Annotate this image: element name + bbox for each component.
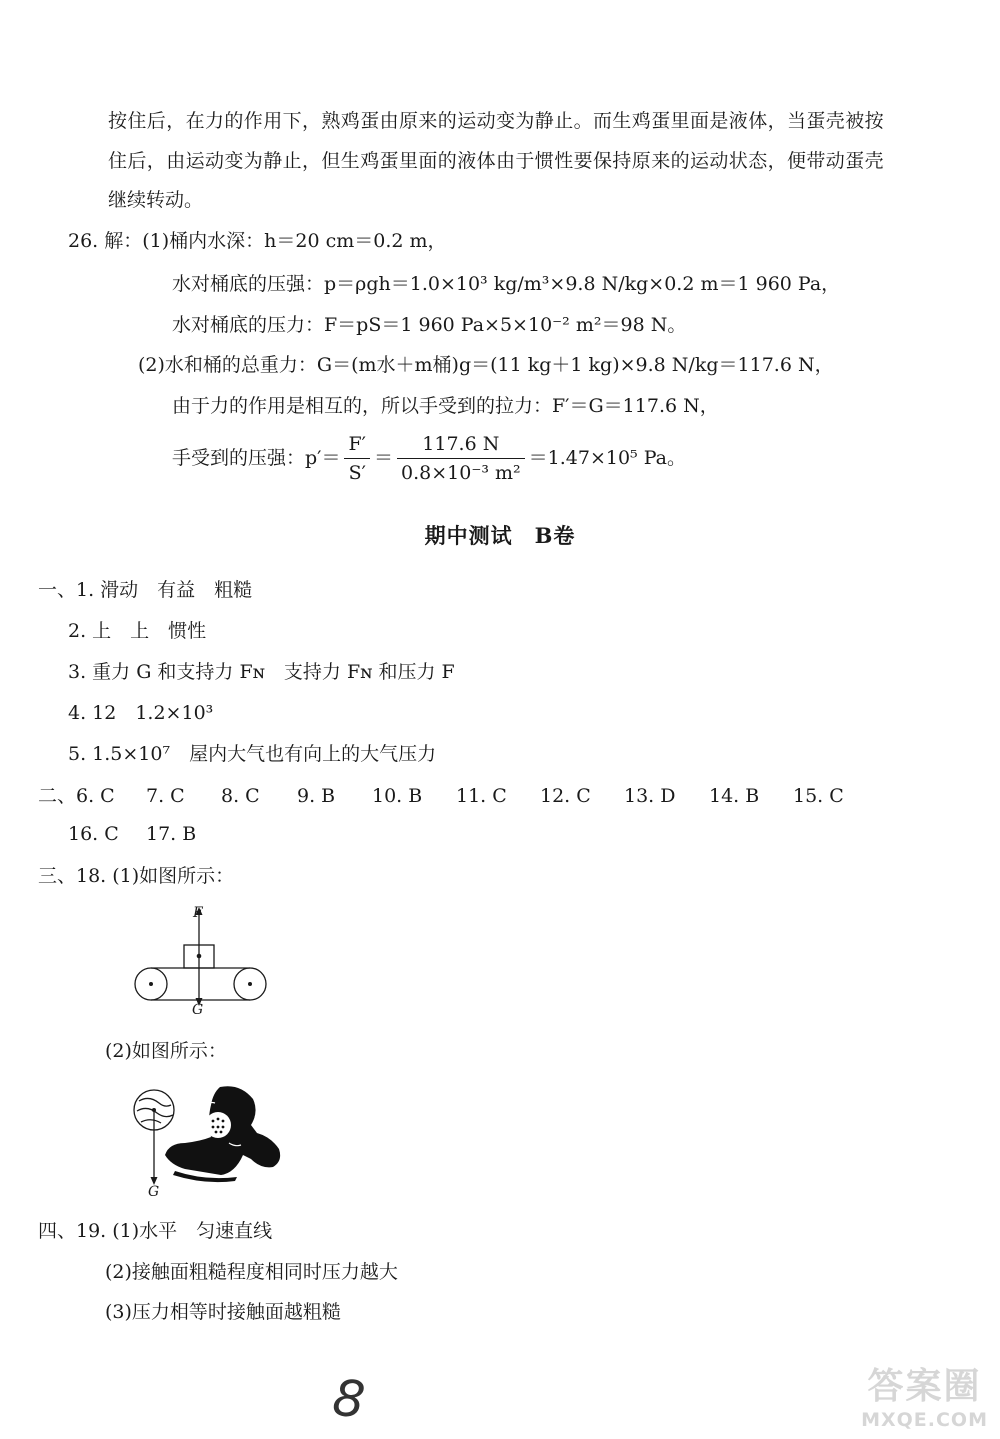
q26-line-6: [172, 434, 686, 484]
q26-l6-suffix: ＝1.47×10⁵ Pa。: [528, 446, 686, 469]
section-title: 期中测试 B卷: [424, 523, 576, 548]
prev-line-2: 住后，由运动变为静止，但生鸡蛋里面的液体由于惯性要保持原来的运动状态，便带动蛋壳: [108, 150, 885, 172]
part4-q19-2: (2)接触面粗糙程度相同时压力越大: [105, 1261, 398, 1283]
part1-q5: 5. 1.5×10⁷ 屋内大气也有向上的大气压力: [68, 743, 437, 765]
watermark-logo: 答案圈: [867, 1366, 982, 1407]
part4-q19-3: (3)压力相等时接触面越粗糙: [105, 1301, 341, 1323]
fraction-numerator: F′: [344, 434, 370, 459]
answer-13: 13. D: [624, 785, 676, 807]
q26-line-4: (2)水和桶的总重力：G＝(m水＋m桶)g＝(11 kg＋1 kg)×9.8 N/kg＝117.6 N，: [138, 354, 834, 376]
answer-11: 11. C: [456, 785, 507, 807]
prev-line-3: 继续转动。: [108, 189, 204, 211]
fraction-denominator: 0.8×10⁻³ m²: [401, 461, 521, 484]
fig1-label-f: F: [193, 905, 203, 921]
part3-q18-1: 三、18. (1)如图所示：: [38, 865, 235, 887]
part1-q3: 3. 重力 G 和支持力 Fɴ 支持力 Fɴ 和压力 F: [68, 661, 455, 683]
answer-15: 15. C: [793, 785, 844, 807]
q26-line-5: 由于力的作用是相互的，所以手受到的拉力：F′＝G＝117.6 N，: [172, 395, 719, 417]
answer-16: 16. C: [68, 823, 119, 845]
answer-6: 二、6. C: [38, 785, 115, 807]
q26-l6-equals: ＝: [373, 446, 393, 469]
football-player-figure: [125, 1077, 290, 1187]
watermark: [861, 1358, 988, 1431]
part1-q4: 4. 12 1.2×10³: [68, 702, 214, 724]
fraction-f-over-s: [344, 434, 370, 484]
q26-line-2: 水对桶底的压强：p＝ρgh＝1.0×10³ kg/m³×9.8 N/kg×0.2 m＝1 960 Pa，: [172, 273, 841, 295]
answer-8: 8. C: [221, 785, 260, 807]
answer-9: 9. B: [297, 785, 336, 807]
fig1-label-g: G: [192, 1002, 204, 1018]
answer-10: 10. B: [372, 785, 423, 807]
fraction-values: [397, 434, 525, 484]
part3-q18-2: (2)如图所示：: [105, 1040, 227, 1062]
q26-line-3: 水对桶底的压力：F＝pS＝1 960 Pa×5×10⁻² m²＝98 N。: [172, 314, 687, 336]
prev-line-1: 按住后，在力的作用下，熟鸡蛋由原来的运动变为静止。而生鸡蛋里面是液体，当蛋壳被按: [108, 110, 885, 132]
player-face: [205, 1112, 231, 1138]
q26-line-1: 26. 解：(1)桶内水深：h＝20 cm＝0.2 m，: [68, 230, 447, 252]
watermark-url: MXQE.COM: [861, 1409, 988, 1431]
fraction-denominator: S′: [348, 461, 366, 484]
fraction-numerator: 117.6 N: [397, 434, 525, 459]
part1-q2: 2. 上 上 惯性: [68, 620, 207, 642]
part1-q1: 一、1. 滑动 有益 粗糙: [38, 579, 253, 601]
answer-17: 17. B: [146, 823, 197, 845]
fig2-label-g: G: [148, 1184, 160, 1200]
part2-row-2: [68, 825, 196, 844]
answer-7: 7. C: [146, 785, 185, 807]
answer-12: 12. C: [540, 785, 591, 807]
q26-l6-prefix: 手受到的压强：p′＝: [172, 446, 341, 469]
part4-q19-1: 四、19. (1)水平 匀速直线: [38, 1220, 273, 1242]
part2-row-1: [38, 787, 844, 806]
answer-14: 14. B: [709, 785, 760, 807]
page-number: 8: [330, 1368, 368, 1430]
